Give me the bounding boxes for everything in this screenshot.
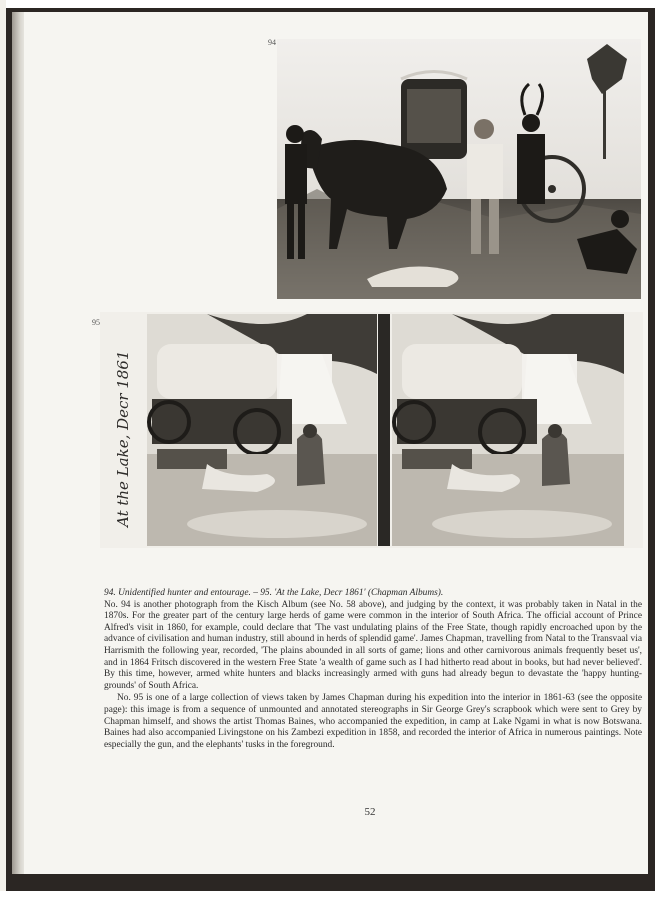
caption-paragraph-1: No. 94 is another photograph from the Kisch Album (see No. 58 above), and judging by the context, it was probably taken in Natal in the 1870s. For the greater part of the century large herds of game were common in the interior of South Africa. The official account of Prince Alfred's visit in 1860, for example, could declare that 'The vast undulating plains of the Free State, though rapidly encroached upon by the advance of civilisation and human industry, still abound in herds of splendid game'. James Chapman, travelling from Natal to the Transvaal via Harrismith the following year, recorded, 'The plains abounded in all sorts of game; lions and other carnivorous animals frequently beset us', and in 1864 Fritsch discovered in the western Free State 'a wealth of game such as I had hitherto read about in books, but had never believed'. By this time, however, armed white hunters and blacks increasingly armed with guns had already begun to devastate the 'happy hunting-grounds' of South Africa. [104, 599, 642, 691]
page-number: 52 [364, 806, 376, 818]
caption-text [104, 588, 642, 751]
caption-paragraph-2: No. 95 is one of a large collection of views taken by James Chapman during his expedition into the interior in 1861-63 (see the opposite page): this image is from a sequence of unmounted and annotated stereographs in Sir George Grey's scrapbook which were sent to Grey by Chapman himself, and shows the artist Thomas Baines, who accompanied the expedition, in camp at Lake Ngami in what is now Botswana. Baines had also accompanied Livingstone on his Zambezi expedition in 1858, and recorded the interior of Africa in numerous paintings. Note especially the gun, and the elephants' tusks in the foreground. [104, 693, 642, 750]
svg-text:At the Lake, Decr 1861: At the Lake, Decr 1861 [114, 350, 132, 527]
scan-border-left [0, 0, 6, 900]
stereo-right-frame [392, 314, 624, 546]
figure-label-95: 95 [92, 318, 100, 327]
scan-border-bottom [0, 891, 655, 900]
stereo-divider [378, 314, 390, 546]
stereo-left-frame [147, 314, 377, 546]
caption-title: 94. Unidentified hunter and entourage. – 95. 'At the Lake, Decr 1861' (Chapman Albums). [104, 588, 444, 598]
photo-95-stereograph [100, 312, 643, 548]
figure-label-94: 94 [268, 38, 276, 47]
book-page [24, 12, 648, 874]
photo-94-hunter-and-entourage [277, 39, 641, 299]
scan-border-top [0, 0, 655, 8]
